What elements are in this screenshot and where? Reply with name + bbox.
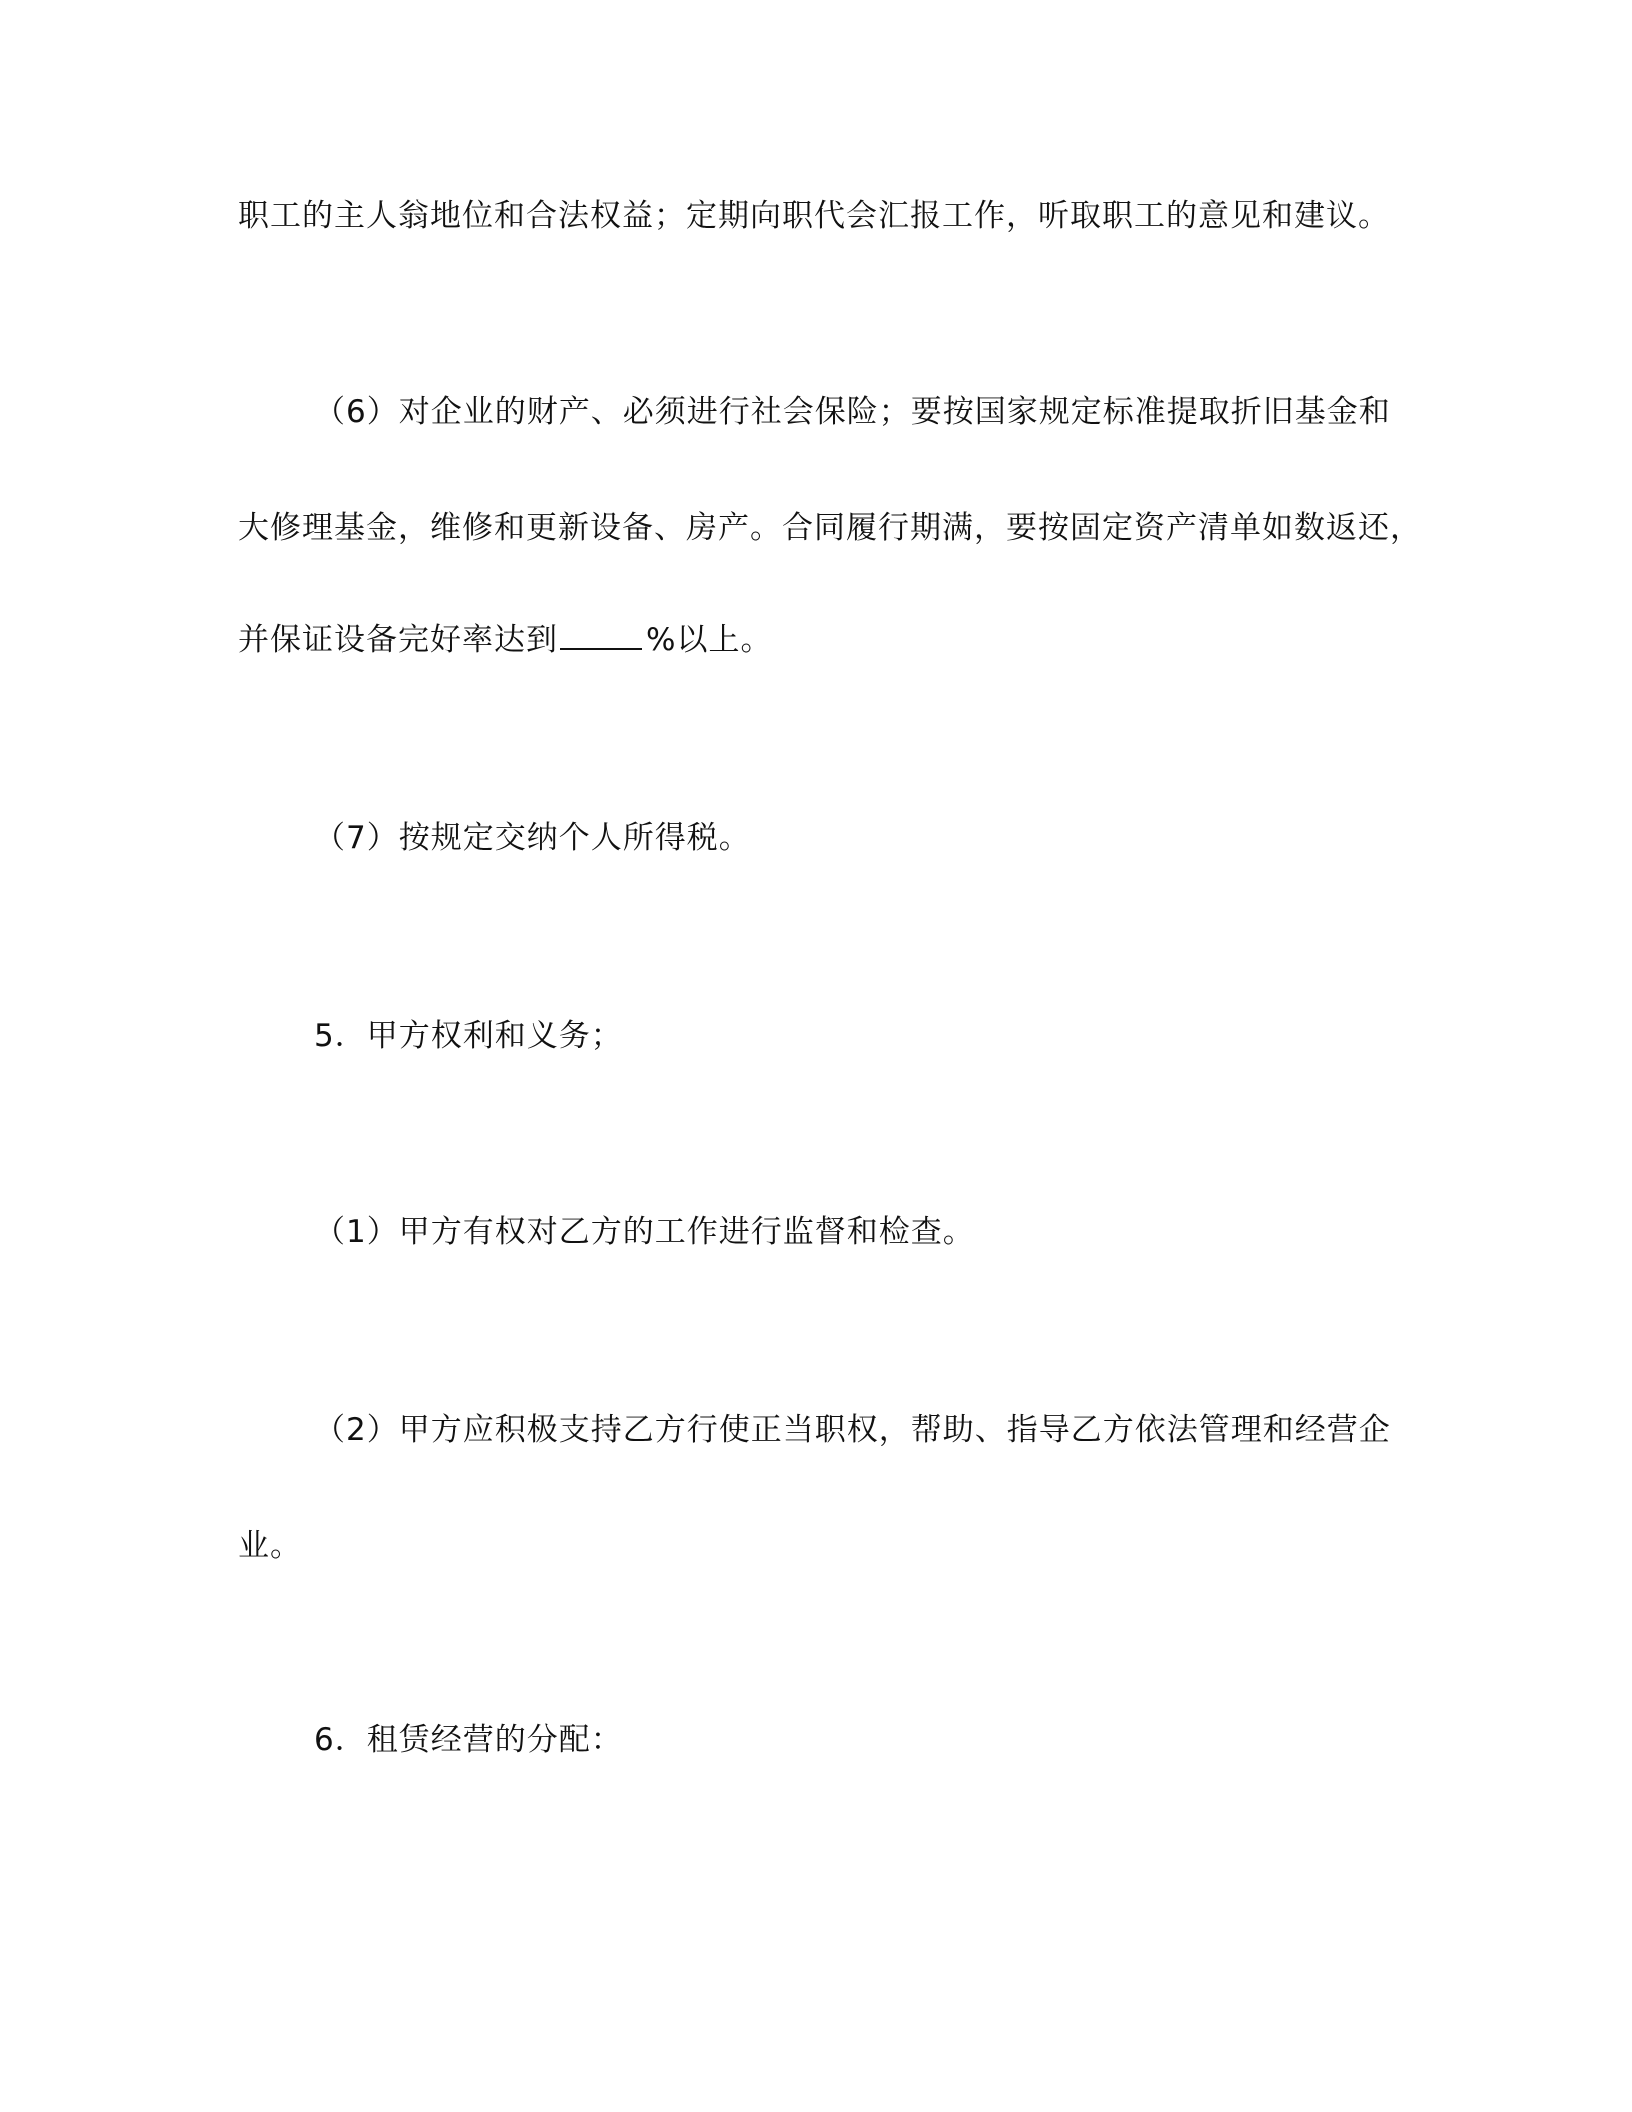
fill-in-blank[interactable]: [560, 622, 642, 650]
text-line-4-end: %以上。: [646, 622, 773, 658]
text-line-5: （7）按规定交纳个人所得税。: [314, 820, 751, 856]
section-heading-5: 5．甲方权利和义务；: [314, 1018, 623, 1054]
text-line-1: 职工的主人翁地位和合法权益；定期向职代会汇报工作，听取职工的意见和建议。: [238, 198, 1390, 234]
text-line-4: [238, 620, 772, 660]
text-line-8: 业。: [238, 1528, 302, 1564]
text-line-2: （6）对企业的财产、必须进行社会保险；要按国家规定标准提取折旧基金和: [314, 394, 1391, 430]
text-line-6: （1）甲方有权对乙方的工作进行监督和检查。: [314, 1214, 975, 1250]
text-line-3: 大修理基金，维修和更新设备、房产。合同履行期满，要按固定资产清单如数返还，: [238, 510, 1422, 546]
text-line-7: （2）甲方应积极支持乙方行使正当职权，帮助、指导乙方依法管理和经营企: [314, 1412, 1391, 1448]
section-heading-6: 6．租赁经营的分配：: [314, 1722, 623, 1758]
text-line-4-start: 并保证设备完好率达到: [238, 622, 558, 658]
